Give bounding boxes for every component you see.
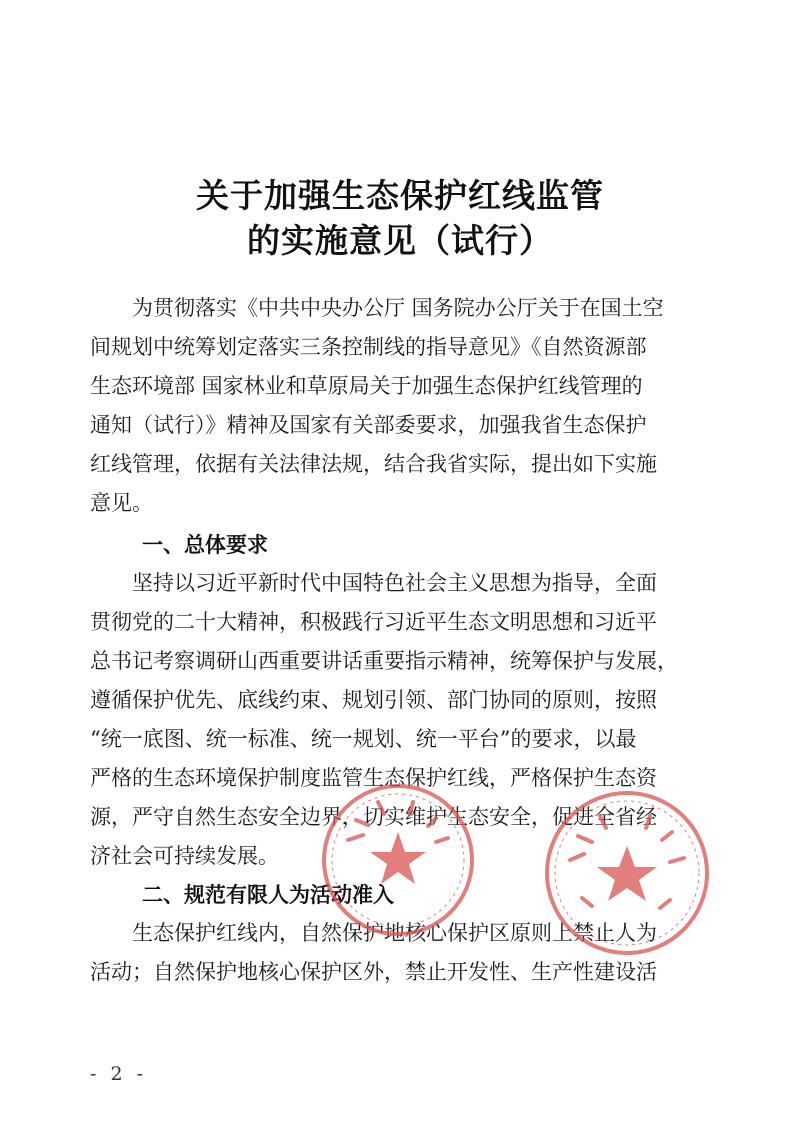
intro-line: 通知（试行）》精神及国家有关部委要求，加强我省生态保护: [90, 413, 647, 437]
red-star-seal-icon: [318, 780, 478, 940]
document-title-line-1: 关于加强生态保护红线监管: [196, 176, 604, 215]
intro-line: 生态环境部 国家林业和草原局关于加强生态保护红线管理的: [90, 374, 643, 398]
page-number: - 2 -: [90, 1063, 148, 1085]
intro-line: 红线管理，依据有关法律法规，结合我省实际，提出如下实施: [90, 452, 657, 476]
intro-line: 间规划中统筹划定落实三条控制线的指导意见》《自然资源部: [90, 335, 647, 359]
section1-line: 贯彻党的二十大精神，积极践行习近平生态文明思想和习近平: [90, 610, 657, 634]
section1-line: “统一底图、统一标准、统一规划、统一平台”的要求，以最: [90, 727, 637, 751]
intro-line: 意见。: [90, 491, 153, 515]
document-title-line-2: 的实施意见（试行）: [247, 221, 553, 260]
section-heading-1: 一、总体要求: [142, 533, 268, 557]
red-star-seal-icon: [542, 788, 712, 958]
section1-line: 济社会可持续发展。: [90, 844, 279, 868]
section1-line: 总书记考察调研山西重要讲话重要指示精神，统筹保护与发展，: [90, 649, 678, 673]
intro-line: 为贯彻落实《中共中央办公厅 国务院办公厅关于在国土空: [90, 296, 664, 320]
section1-line: 遵循保护优先、底线约束、规划引领、部门协同的原则，按照: [90, 688, 657, 712]
section2-line: 活动；自然保护地核心保护区外，禁止开发性、生产性建设活: [90, 960, 657, 984]
section1-line: 源，严守自然生态安全边界，切实维护生态安全，促进全省经: [90, 805, 657, 829]
section2-line: 生态保护红线内，自然保护地核心保护区原则上禁止人为: [90, 921, 657, 945]
section-heading-2: 二、规范有限人为活动准入: [142, 883, 394, 907]
section1-line: 严格的生态环境保护制度监管生态保护红线，严格保护生态资: [90, 766, 657, 790]
section1-line: 坚持以习近平新时代中国特色社会主义思想为指导，全面: [90, 571, 657, 595]
